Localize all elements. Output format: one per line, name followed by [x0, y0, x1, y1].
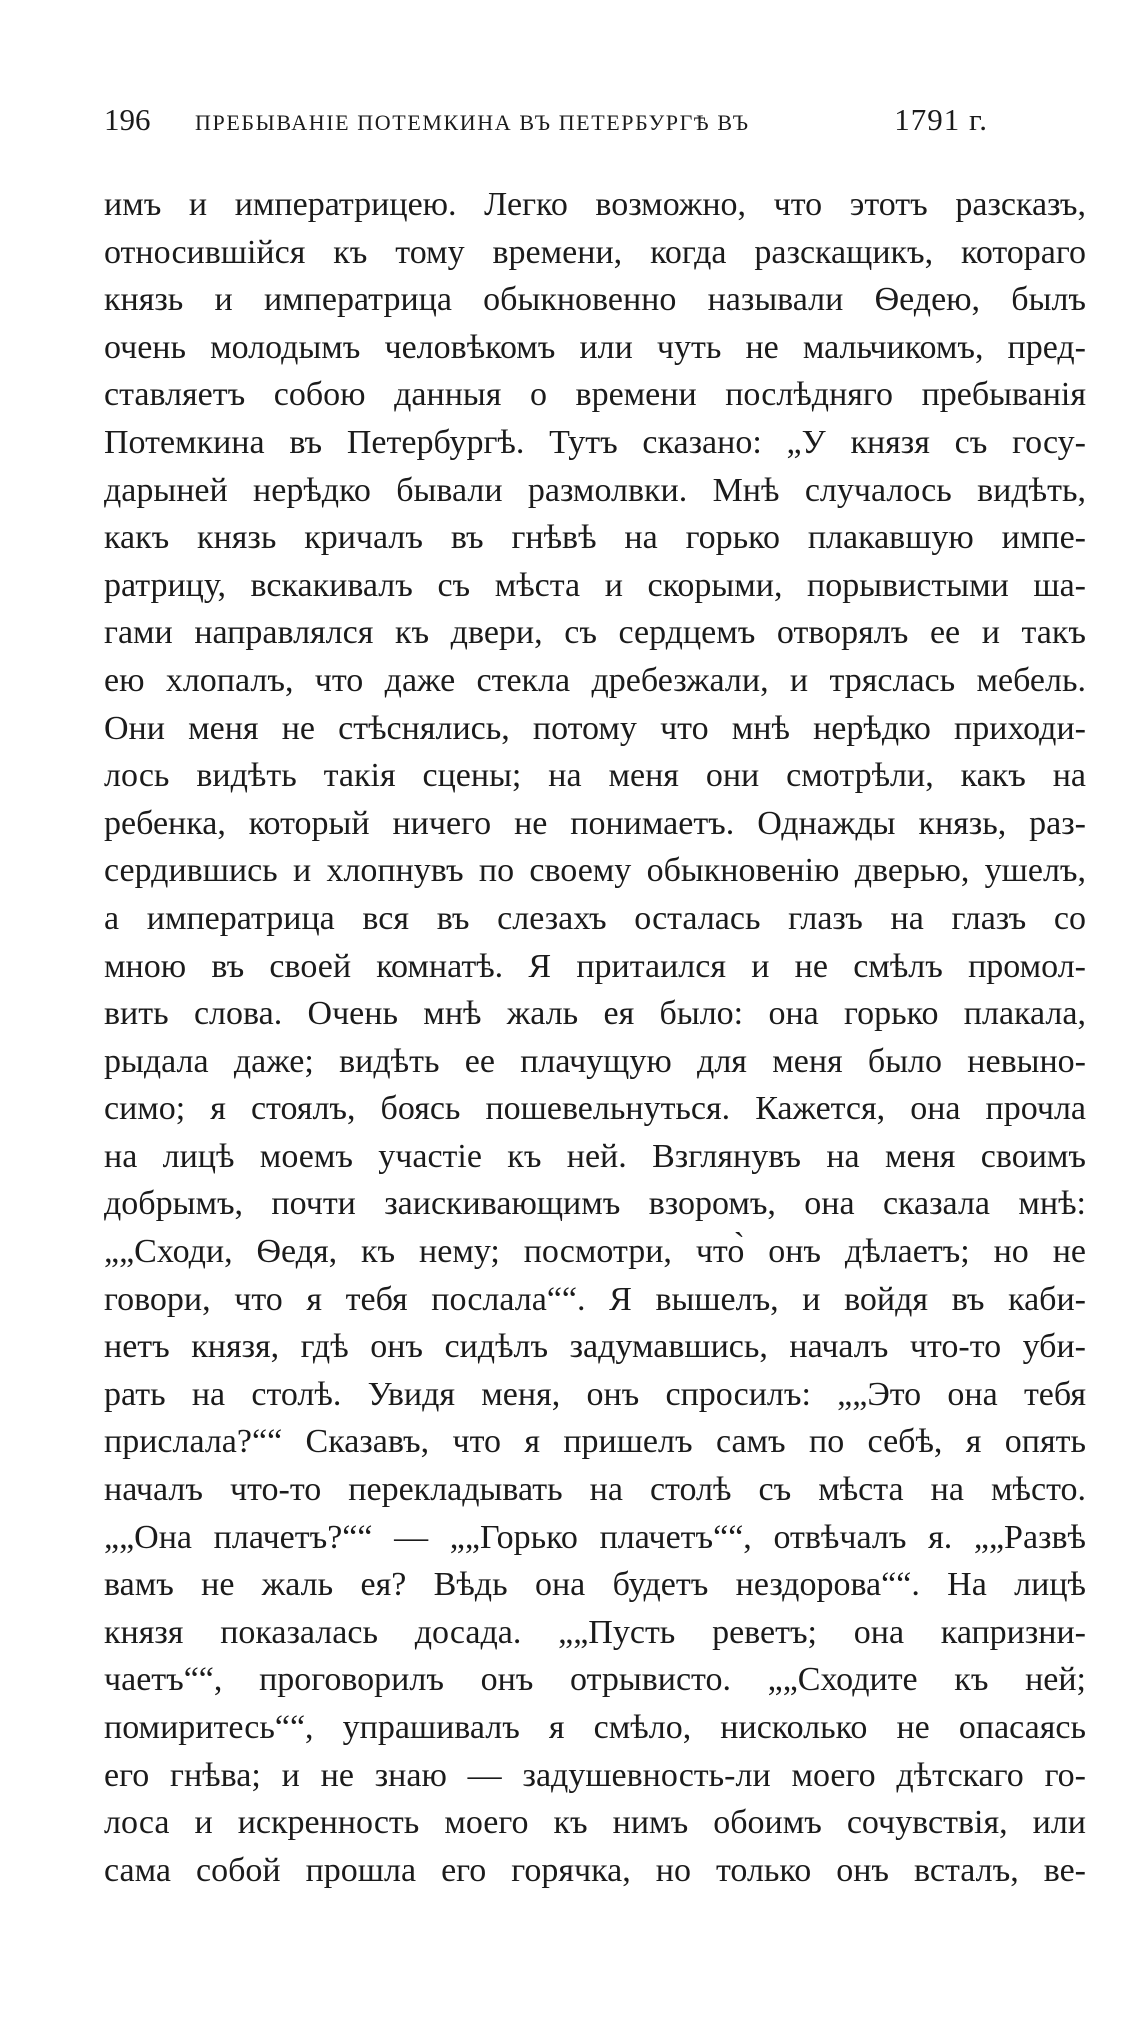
text-line: помиритесь““, упрашивалъ я смѣло, нисколько не опасаясь: [104, 1709, 1086, 1746]
text-line: началъ что-то перекладывать на столѣ съ мѣста на мѣсто.: [104, 1471, 1086, 1509]
running-header: [195, 100, 988, 140]
text-line: очень молодымъ человѣкомъ или чуть не мальчикомъ, пред-: [104, 328, 1086, 366]
text-line: рыдала даже; видѣть ее плачущую для меня было невыно-: [104, 1042, 1086, 1080]
text-line: имъ и императрицею. Легко возможно, что этотъ разсказъ,: [104, 186, 1086, 223]
text-line: какъ князь кричалъ въ гнѣвѣ на горько плакавшую импе-: [104, 519, 1086, 557]
text-line: лоса и искренность моего къ нимъ обоимъ сочувствія, или: [104, 1804, 1086, 1842]
text-line: князь и императрица обыкновенно называли Ѳедею, былъ: [104, 281, 1086, 319]
text-line: сама собой прошла его горячка, но только онъ всталъ, ве-: [104, 1851, 1086, 1889]
text-line: на лицѣ моемъ участіе къ ней. Взглянувъ на меня своимъ: [104, 1137, 1086, 1175]
running-title-year: 1791 г.: [894, 102, 988, 137]
body-text: [104, 181, 1086, 1894]
text-line: а императрица вся въ слезахъ осталась глазъ на глазъ со: [104, 899, 1086, 937]
text-line: мною въ своей комнатѣ. Я притаился и не смѣлъ промол-: [104, 947, 1086, 985]
text-line: ставляетъ собою данныя о времени послѣдняго пребыванія: [104, 376, 1086, 414]
running-title: ПРЕБЫВАНІЕ ПОТЕМКИНА ВЪ ПЕТЕРБУРГѢ ВЪ: [195, 110, 750, 135]
text-line: гами направлялся къ двери, съ сердцемъ отворялъ ее и такъ: [104, 614, 1086, 652]
text-line: относившійся къ тому времени, когда разскащикъ, котораго: [104, 233, 1086, 271]
text-line: добрымъ, почти заискивающимъ взоромъ, она сказала мнѣ:: [104, 1185, 1086, 1223]
text-line: Потемкина въ Петербургѣ. Тутъ сказано: „У князя съ госу-: [104, 423, 1086, 461]
text-line: „„Она плачетъ?““ — „„Горько плачетъ““, отвѣчалъ я. „„Развѣ: [104, 1518, 1086, 1556]
text-line: чаетъ““, проговорилъ онъ отрывисто. „„Сходите къ ней;: [104, 1661, 1086, 1699]
text-line: лось видѣть такія сцены; на меня они смотрѣли, какъ на: [104, 757, 1086, 795]
text-line: прислала?““ Сказавъ, что я пришелъ самъ по себѣ, я опять: [104, 1423, 1086, 1461]
text-line: его гнѣва; и не знаю — задушевность-ли моего дѣтскаго го-: [104, 1756, 1086, 1794]
page-number: 196: [104, 102, 151, 137]
text-line: рать на столѣ. Увидя меня, онъ спросилъ: „„Это она тебя: [104, 1375, 1086, 1413]
text-line: ею хлопалъ, что даже стекла дребезжали, и тряслась мебель.: [104, 661, 1086, 699]
text-line: Они меня не стѣснялись, потому что мнѣ нерѣдко приходи-: [104, 709, 1086, 747]
text-line: вамъ не жаль ея? Вѣдь она будетъ нездорова““. На лицѣ: [104, 1566, 1086, 1604]
text-line: князя показалась досада. „„Пусть реветъ; она капризни-: [104, 1613, 1086, 1651]
text-line: вить слова. Очень мнѣ жаль ея было: она горько плакала,: [104, 995, 1086, 1033]
text-line: дарыней нерѣдко бывали размолвки. Мнѣ случалось видѣть,: [104, 471, 1086, 509]
text-line: симо; я стоялъ, боясь пошевельнуться. Кажется, она прочла: [104, 1090, 1086, 1128]
text-line: ребенка, который ничего не понимаетъ. Однажды князь, раз-: [104, 804, 1086, 842]
text-line: сердившись и хлопнувъ по своему обыкновенію дверью, ушелъ,: [104, 852, 1086, 890]
text-line: „„Сходи, Ѳедя, къ нему; посмотри, что̀ онъ дѣлаетъ; но не: [104, 1233, 1086, 1271]
text-line: говори, что я тебя послала““. Я вышелъ, и войдя въ каби-: [104, 1280, 1086, 1318]
text-line: ратрицу, вскакивалъ съ мѣста и скорыми, порывистыми ша-: [104, 566, 1086, 604]
text-line: нетъ князя, гдѣ онъ сидѣлъ задумавшись, началъ что-то уби-: [104, 1328, 1086, 1366]
